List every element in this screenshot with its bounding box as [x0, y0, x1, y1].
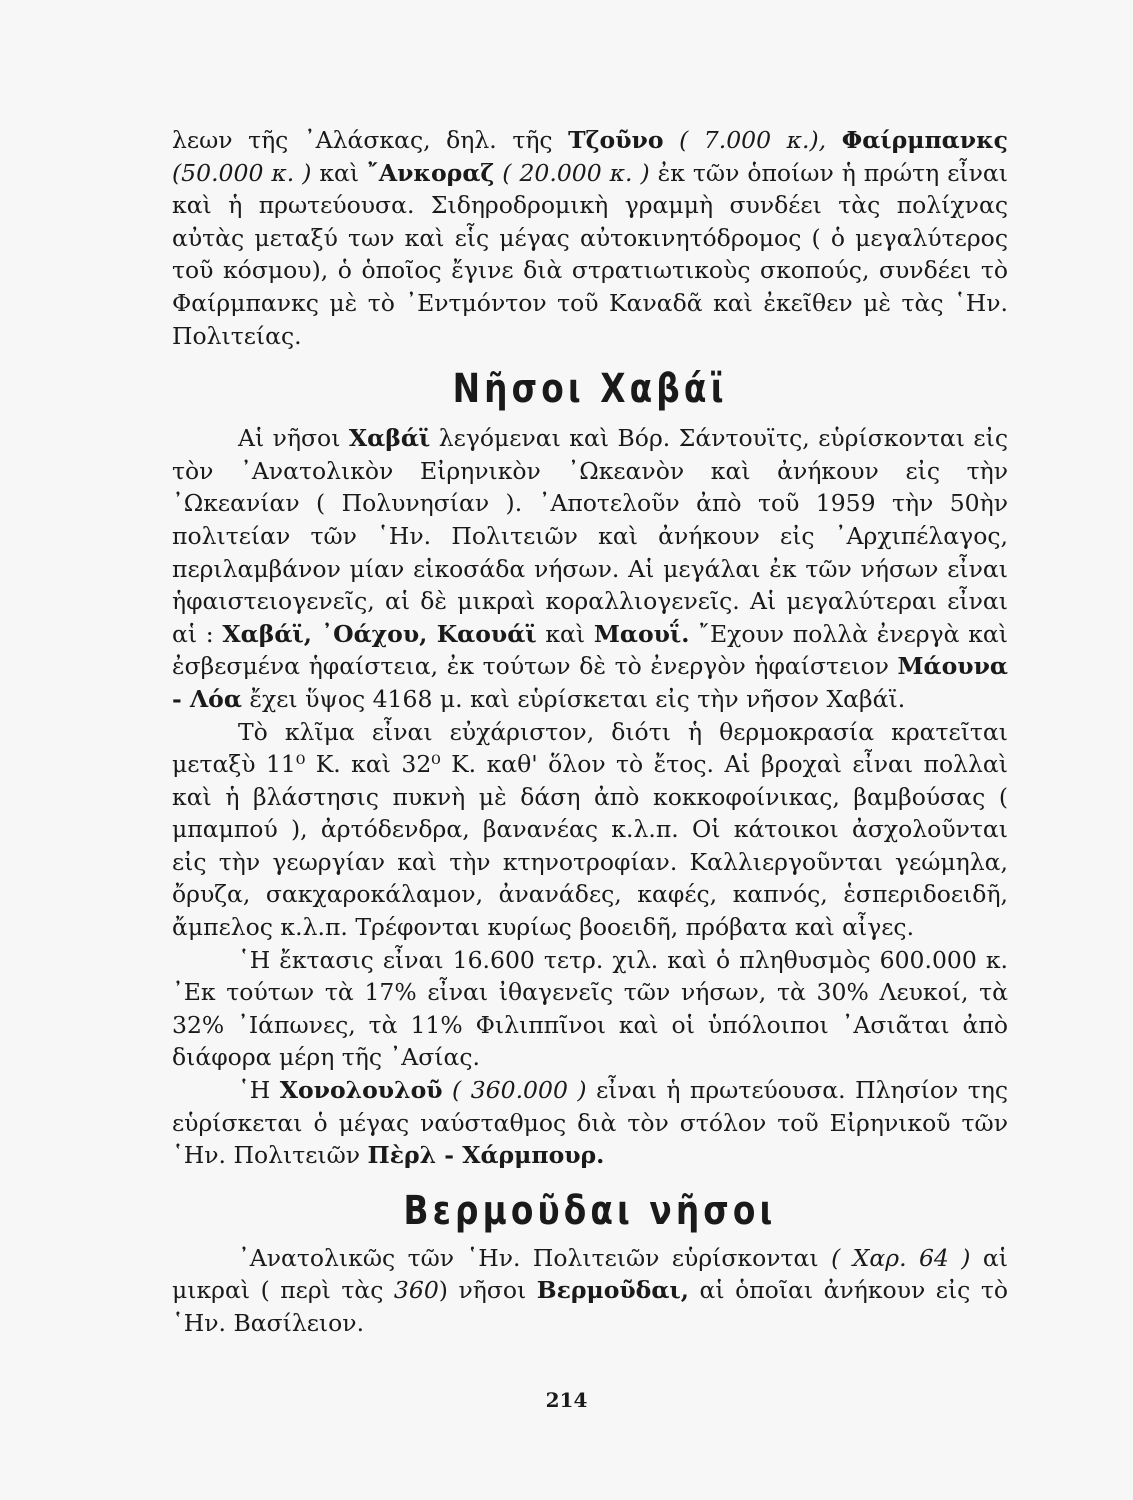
text-run: εἶναι ἡ πρωτεύουσα. Πλησίον της εὑρίσκεται ὁ μέγας ναύσταθμος διὰ τὸν στόλον τοῦ Εἰρηνικοῦ τῶν ῾Ην. Πολιτειῶν [172, 1076, 1008, 1170]
text-run: ἔχει ὕψος 4168 μ. καὶ εὑρίσκεται εἰς τὴν νῆσον Χαβάϊ. [241, 684, 906, 713]
map-reference: ( Χαρ. 64 ) [831, 1243, 971, 1272]
paragraph-bermuda [172, 1242, 1008, 1340]
text-run: λεων τῆς ᾿Αλάσκας, δηλ. τῆς [172, 126, 569, 154]
section-heading-bermuda: Βερμοῦδαι νῆσοι [403, 1187, 777, 1234]
text-run: καὶ [536, 619, 594, 648]
text-run: αἱ ὁποῖαι ἀνήκουν εἰς τὸ ῾Ην. Βασίλειον. [172, 1276, 1008, 1337]
place-name: Πὲρλ - Χάρμπουρ. [367, 1141, 605, 1170]
paragraph-population: ῾Η ἔκτασις εἶναι 16.600 τετρ. χιλ. καὶ ὁ πληθυσμὸς 600.000 κ. ᾿Εκ τούτων τὰ 17% εἶναι ἰθαγενεῖς τῶν νήσων, τὰ 30% Λευκοί, τὰ 32% ᾿Ιάπωνες, τὰ 11% Φιλιππῖνοι καὶ οἱ ὑπόλοιποι ᾿Ασιᾶται ἀπὸ διάφορα μέρη τῆς ᾿Ασίας. [172, 945, 1008, 1072]
population: ( 20.000 κ. ) [494, 158, 650, 187]
population: (50.000 κ. ) [172, 158, 312, 187]
text-run: ἐκ τῶν ὁποίων ἡ πρώτη εἶναι καὶ ἡ πρωτεύουσα. Σιδηροδρομικὴ γραμμὴ συνδέει τὰς πολίχνας αὐτὰς μεταξύ των καὶ εἷς μέγας αὐτοκινητόδρομος ( ὁ μεγαλύτερος τοῦ κόσμου), ὁ ὁποῖος ἔγινε διὰ στρατιωτικοὺς σκοπούς, συνδέει τὸ Φαίρμπανκς μὲ τὸ ᾿Εντμόντον τοῦ Καναδᾶ καὶ ἐκεῖθεν μὲ τὰς ῾Ην. Πολιτείας. [172, 158, 1008, 350]
text-run: αἱ μικραὶ ( περὶ τὰς [172, 1243, 1008, 1305]
paragraph-climate: Τὸ κλῖμα εἶναι εὐχάριστον, διότι ἡ θερμοκρασία κρατεῖται μεταξὺ 11⁰ Κ. καὶ 32⁰ Κ. καθ' ὅλον τὸ ἔτος. Αἱ βροχαὶ εἶναι πολλαὶ καὶ ἡ βλάστησις πυκνὴ μὲ δάση ἀπὸ κοκκοφοίνικας, βαμβούσας ( μπαμπού ), ἀρτόδενδρα, βανανέας κ.λ.π. Οἱ κάτοικοι ἀσχολοῦνται εἰς τὴν γεωργίαν καὶ τὴν κτηνοτροφίαν. Καλλιεργοῦνται γεώμηλα, ὄρυζα, σακχαροκάλαμον, ἀνανάδες, καφές, καπνός, ἑσπεριδοειδῆ, ἄμπελος κ.λ.π. Τρέφονται κυρίως βοοειδῆ, πρόβατα καὶ αἶγες. [172, 717, 1008, 942]
text-run: ) νῆσοι [438, 1276, 537, 1305]
place-name: Φαίρμπανκς [841, 126, 1008, 154]
place-name: Βερμοῦδαι, [536, 1276, 689, 1305]
text-run: ῾Η [238, 1076, 280, 1105]
place-name: ῎Ανκοραζ [367, 158, 495, 187]
place-name: Χαβάϊ, ᾿Οάχου, Καουάϊ [222, 619, 537, 648]
text-run: λεγόμεναι καὶ Βόρ. Σάντουϊτς, εὑρίσκονται εἰς τὸν ᾿Ανατολικὸν Εἰρηνικὸν ᾿Ωκεανὸν καὶ ἀνήκουν εἰς τὴν ᾿Ωκεανίαν ( Πολυνησίαν ). ᾿Αποτελοῦν ἀπὸ τοῦ 1959 τὴν 50ὴν πολιτείαν τῶν ῾Ην. Πολιτειῶν καὶ ἀνήκουν εἰς ᾿Αρχιπέλαγος, περιλαμβάνον μίαν εἰκοσάδα νήσων. Αἱ μεγάλαι ἐκ τῶν νήσων εἶναι ἡφαιστειογενεῖς, αἱ δὲ μικραὶ κοραλλιογενεῖς. Αἱ μεγαλύτεραι εἶναι αἱ : [172, 424, 1008, 648]
place-name: Μάουνα - Λόα [172, 652, 1008, 713]
paragraph-alaska [172, 124, 1008, 352]
text-run: ᾿Ανατολικῶς τῶν ῾Ην. Πολιτειῶν εὑρίσκονται [238, 1243, 832, 1272]
body-text [172, 124, 1008, 1340]
section-heading-hawaii: Νῆσοι Χαβάϊ [452, 366, 728, 413]
population: ( 360.000 ) [442, 1076, 587, 1105]
text-run: Αἱ νῆσοι [238, 424, 349, 453]
place-name: Χαβάϊ [348, 424, 431, 453]
text-run: καὶ [311, 158, 368, 187]
paragraph-capital [172, 1074, 1008, 1172]
place-name: Χονολουλοῦ [279, 1076, 443, 1105]
text-run: ῎Εχουν πολλὰ ἐνεργὰ καὶ ἐσβεσμένα ἡφαίστεια, ἐκ τούτων δὲ τὸ ἐνεργὸν ἡφαίστειον [172, 619, 1008, 681]
island-count: 360 [393, 1276, 439, 1305]
paragraph-hawaii-intro [172, 422, 1008, 715]
place-name: Τζοῦνο [568, 126, 664, 154]
page-number: 214 [545, 1388, 588, 1412]
place-name: Μαουΐ. [593, 619, 690, 648]
population: ( 7.000 κ.), [663, 126, 842, 154]
